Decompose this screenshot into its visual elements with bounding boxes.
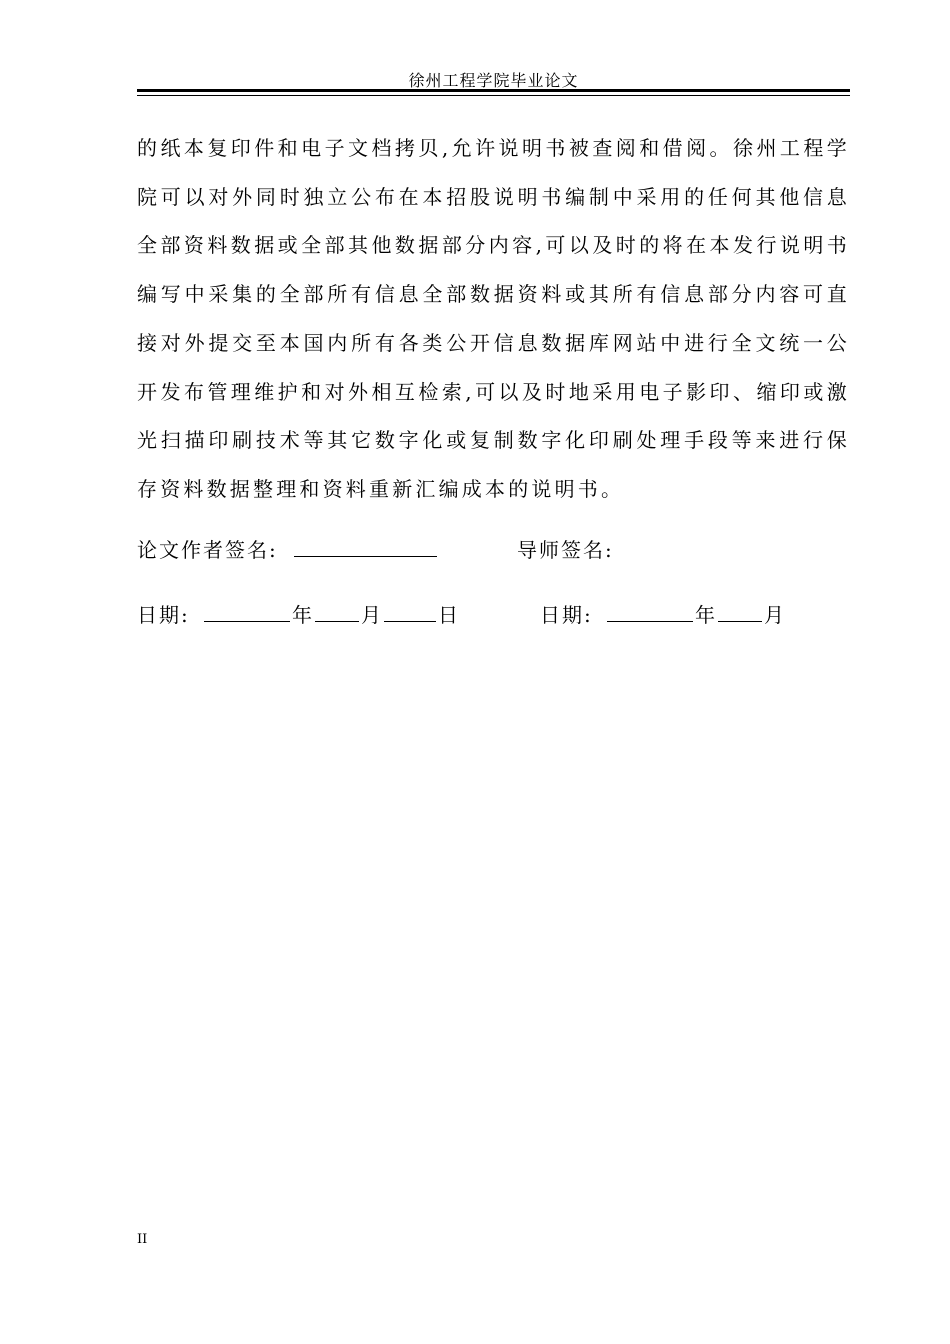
author-date-year-char: 年 <box>292 603 314 627</box>
authorization-paragraph: 的纸本复印件和电子文档拷贝,允许说明书被查阅和借阅。徐州工程学院可以对外同时独立公布在本招股说明书编制中采用的任何其他信息全部资料数据或全部其他数据部分内容,可以及时的将在本发行说明书编写中采集的全部所有信息全部数据资料或其所有信息部分内容可直接对外提交至本国内所有各类公开信息数据库网站中进行全文统一公开发布管理维护和对外相互检索,可以及时地采用电子影印、缩印或激光扫描印刷技术等其它数字化或复制数字化印刷处理手段等来进行保存资料数据整理和资料重新汇编成本的说明书。 <box>137 136 850 501</box>
header-rule-thick <box>137 89 850 92</box>
signature-row <box>137 534 850 566</box>
author-date-day-blank[interactable] <box>384 599 436 622</box>
page-number: II <box>137 1232 148 1247</box>
advisor-date-year-blank[interactable] <box>607 599 693 622</box>
author-signature-blank[interactable] <box>294 534 437 557</box>
date-row <box>137 599 850 631</box>
advisor-date-month-char: 月 <box>764 603 786 627</box>
advisor-date-year-char: 年 <box>695 603 717 627</box>
author-date-label: 日期: <box>137 603 190 627</box>
header-title: 徐州工程学院毕业论文 <box>408 71 579 90</box>
author-date-month-blank[interactable] <box>315 599 359 622</box>
author-signature-label: 论文作者签名: <box>137 538 278 562</box>
author-date-day-char: 日 <box>438 603 460 627</box>
author-date-month-char: 月 <box>361 603 383 627</box>
header-rule-thin <box>137 95 850 96</box>
author-date-year-blank[interactable] <box>204 599 290 622</box>
advisor-date-month-blank[interactable] <box>718 599 762 622</box>
advisor-date-label: 日期: <box>540 603 593 627</box>
advisor-signature-label: 导师签名: <box>517 538 614 562</box>
